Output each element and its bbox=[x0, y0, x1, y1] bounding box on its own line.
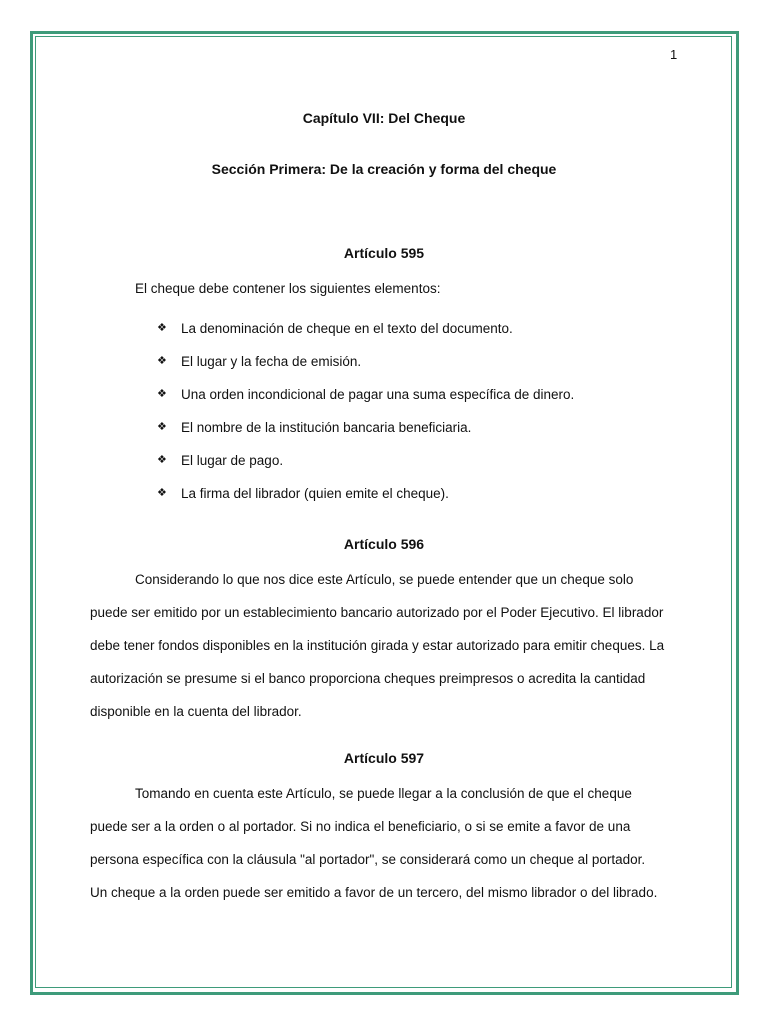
article-595-intro: El cheque debe contener los siguientes elementos: bbox=[135, 281, 441, 296]
section-title: Sección Primera: De la creación y forma del cheque bbox=[211, 161, 557, 177]
paragraph-line: Considerando lo que nos dice este Artículo, se puede entender que un cheque solo bbox=[135, 572, 634, 587]
paragraph-line: puede ser emitido por un establecimiento bancario autorizado por el Poder Ejecutivo. El librador bbox=[90, 605, 664, 620]
paragraph-line: disponible en la cuenta del librador. bbox=[90, 704, 302, 719]
list-item-text: El nombre de la institución bancaria beneficiaria. bbox=[181, 420, 472, 435]
article-597-heading: Artículo 597 bbox=[343, 750, 425, 766]
article-597-paragraph bbox=[90, 784, 690, 916]
diamond-dots-icon: ❖ bbox=[157, 487, 167, 499]
list-item bbox=[157, 451, 574, 484]
diamond-dots-icon: ❖ bbox=[157, 388, 167, 400]
list-item bbox=[157, 385, 574, 418]
list-item-text: La firma del librador (quien emite el cheque). bbox=[181, 486, 449, 501]
list-item bbox=[157, 484, 574, 517]
paragraph-line: persona específica con la cláusula "al portador", se considerará como un cheque al portador. bbox=[90, 852, 646, 867]
diamond-dots-icon: ❖ bbox=[157, 322, 167, 334]
paragraph-line: Tomando en cuenta este Artículo, se puede llegar a la conclusión de que el cheque bbox=[135, 786, 632, 801]
chapter-title: Capítulo VII: Del Cheque bbox=[302, 110, 466, 126]
paragraph-line: autorización se presume si el banco proporciona cheques preimpresos o acredita la cantidad bbox=[90, 671, 646, 686]
paragraph-line: Un cheque a la orden puede ser emitido a favor de un tercero, del mismo librador o del librado. bbox=[90, 885, 658, 900]
list-item bbox=[157, 418, 574, 451]
paragraph-line: debe tener fondos disponibles en la institución girada y estar autorizado para emitir cheques. La bbox=[90, 638, 665, 653]
article-596-heading: Artículo 596 bbox=[343, 536, 425, 552]
page-number: 1 bbox=[670, 47, 678, 62]
paragraph-line: puede ser a la orden o al portador. Si no indica el beneficiario, o si se emite a favor de una bbox=[90, 819, 631, 834]
list-item bbox=[157, 319, 574, 352]
article-595-heading: Artículo 595 bbox=[343, 245, 425, 261]
diamond-dots-icon: ❖ bbox=[157, 355, 167, 367]
diamond-dots-icon: ❖ bbox=[157, 454, 167, 466]
diamond-dots-icon: ❖ bbox=[157, 421, 167, 433]
list-item-text: El lugar de pago. bbox=[181, 453, 284, 468]
element-list bbox=[157, 319, 574, 517]
list-item-text: La denominación de cheque en el texto del documento. bbox=[181, 321, 513, 336]
list-item bbox=[157, 352, 574, 385]
article-596-paragraph bbox=[90, 570, 690, 735]
list-item-text: Una orden incondicional de pagar una suma específica de dinero. bbox=[181, 387, 575, 402]
list-item-text: El lugar y la fecha de emisión. bbox=[181, 354, 362, 369]
